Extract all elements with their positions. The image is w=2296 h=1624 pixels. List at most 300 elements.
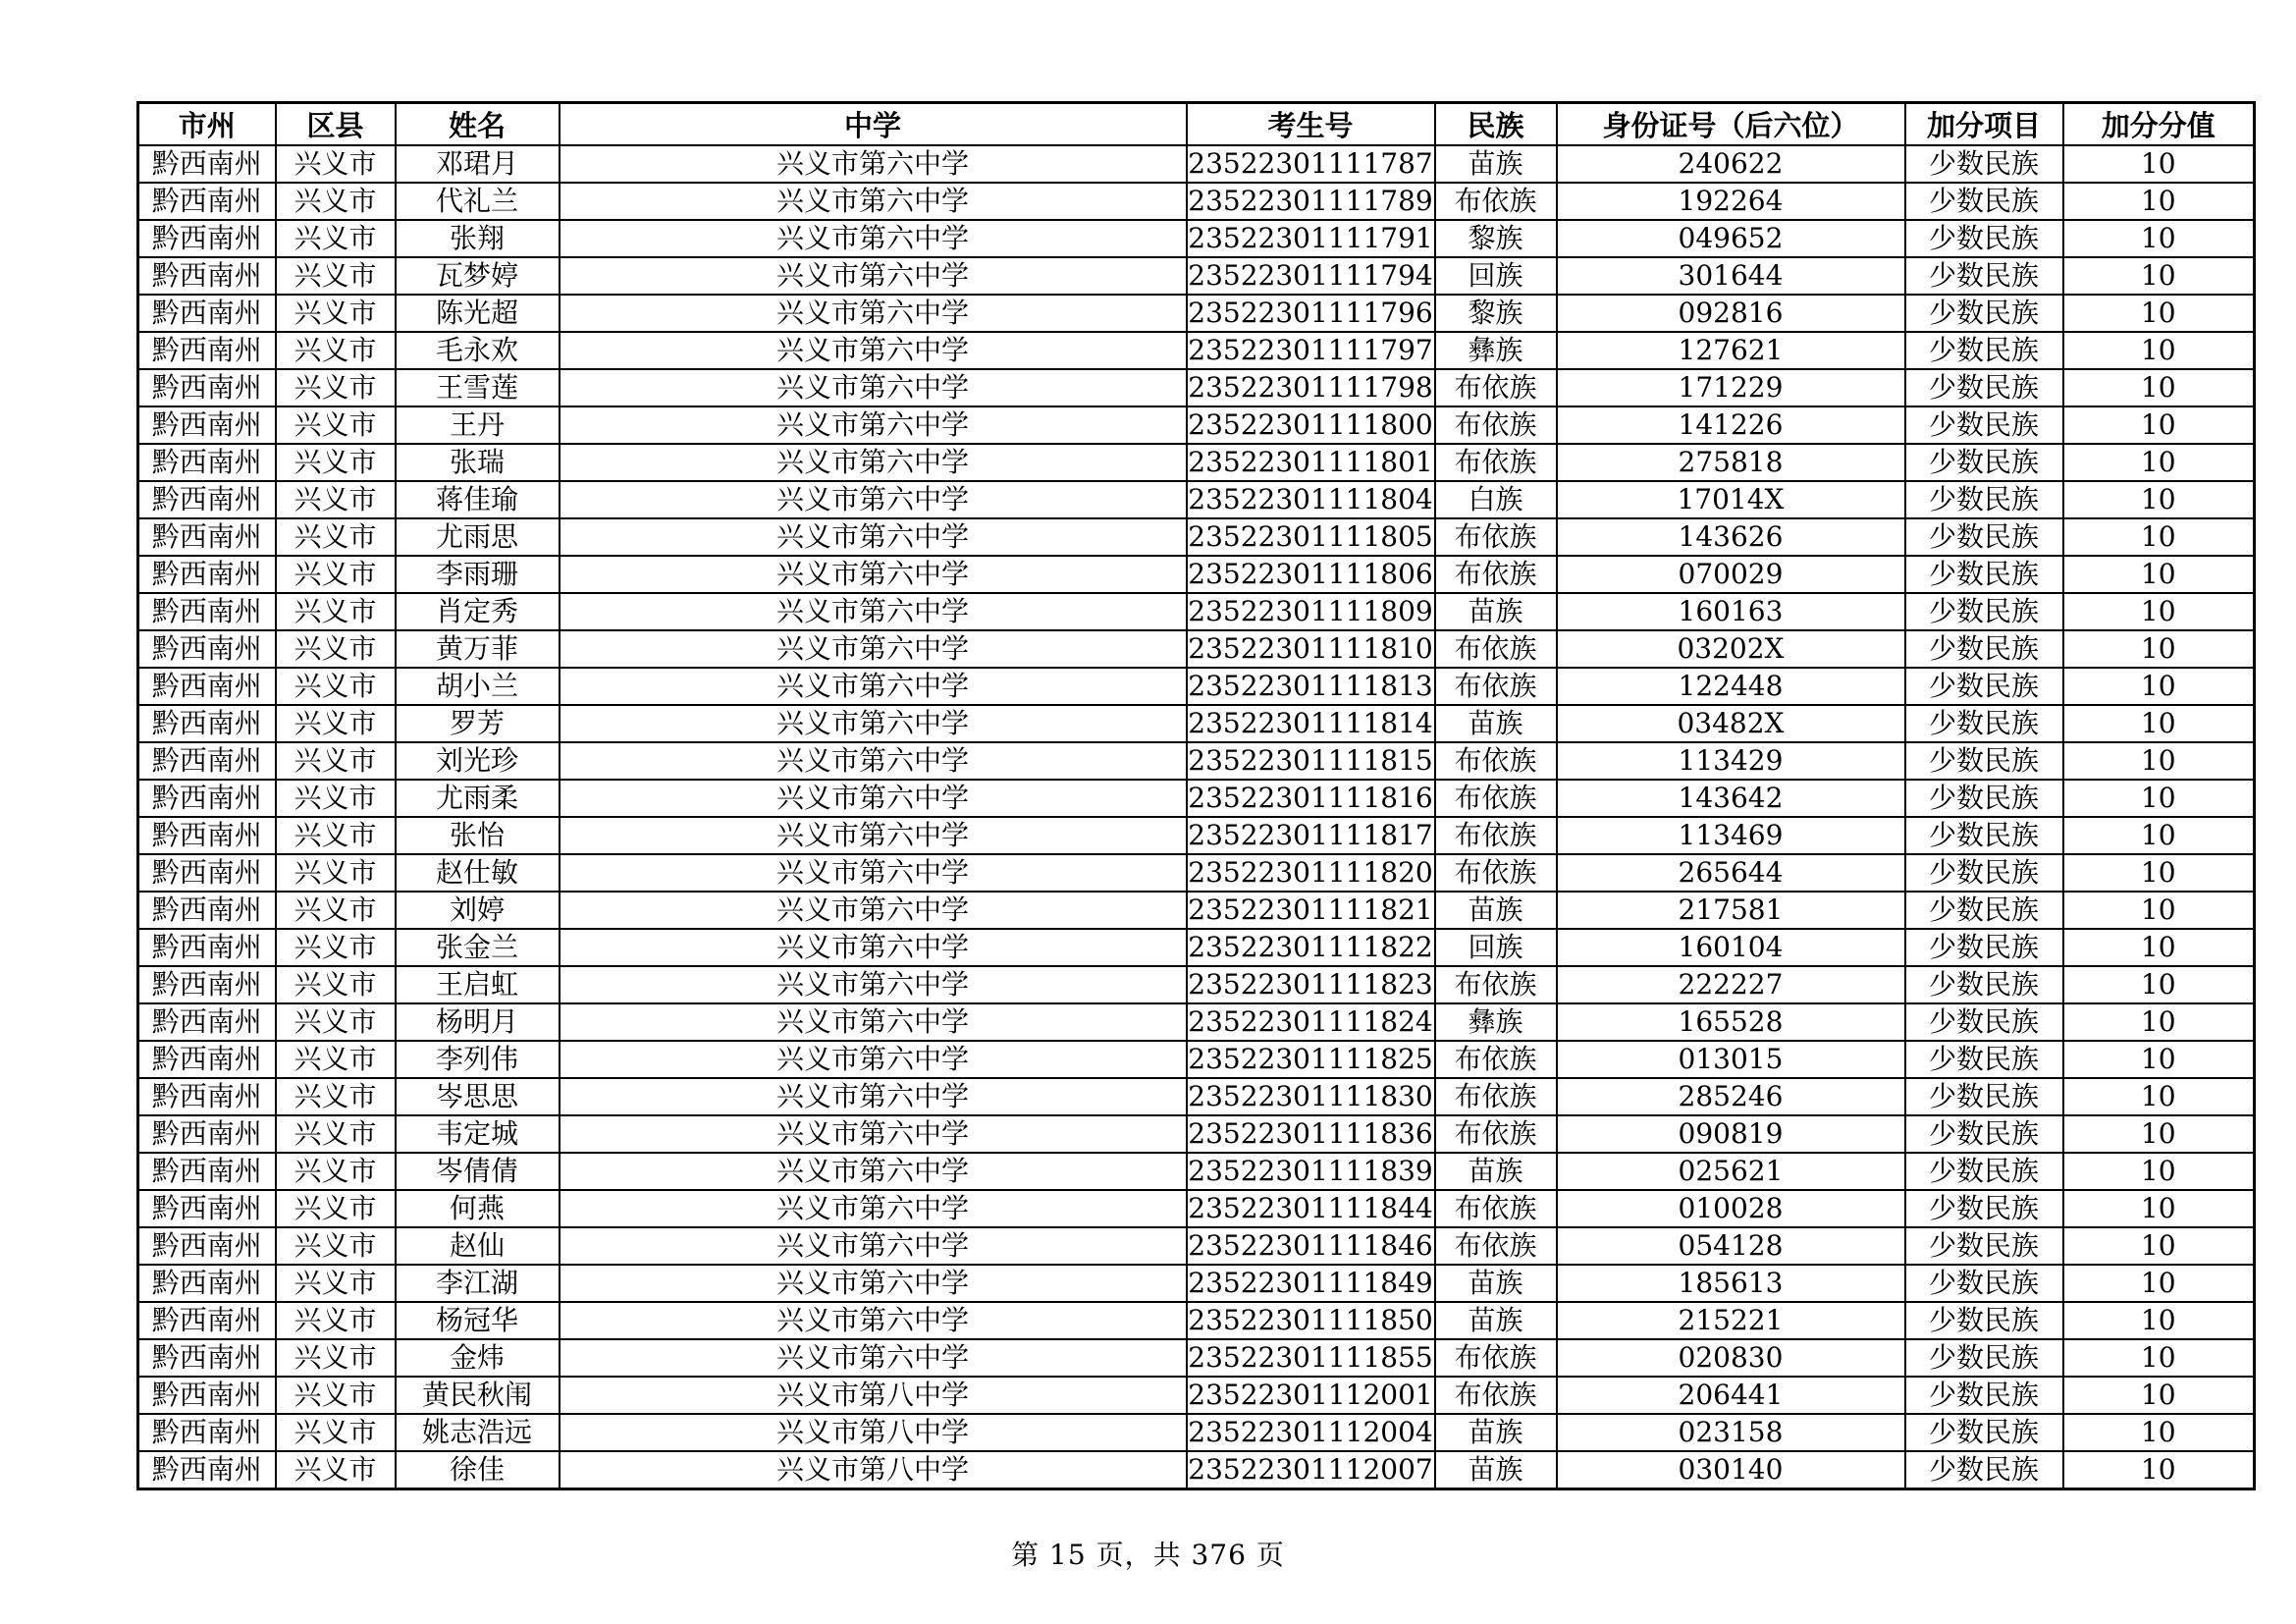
col-header-name: 姓名 bbox=[396, 103, 560, 146]
cell-name: 邓珺月 bbox=[396, 145, 560, 183]
cell-school: 兴义市第八中学 bbox=[560, 1377, 1187, 1414]
cell-district: 兴义市 bbox=[276, 854, 396, 892]
cell-bonus-item: 少数民族 bbox=[1905, 1153, 2063, 1190]
cell-exam-number: 23522301111836 bbox=[1187, 1115, 1435, 1153]
cell-id-last-six: 03482X bbox=[1557, 705, 1905, 742]
cell-name: 金炜 bbox=[396, 1339, 560, 1377]
cell-district: 兴义市 bbox=[276, 705, 396, 742]
table-row bbox=[138, 742, 2255, 780]
cell-bonus-item: 少数民族 bbox=[1905, 668, 2063, 705]
cell-ethnicity: 布依族 bbox=[1435, 966, 1557, 1003]
col-header-district: 区县 bbox=[276, 103, 396, 146]
cell-bonus-value: 10 bbox=[2063, 1265, 2255, 1302]
cell-bonus-value: 10 bbox=[2063, 1451, 2255, 1489]
cell-id-last-six: 285246 bbox=[1557, 1078, 1905, 1115]
table-row bbox=[138, 854, 2255, 892]
cell-id-last-six: 143642 bbox=[1557, 780, 1905, 817]
col-header-exam-number: 考生号 bbox=[1187, 103, 1435, 146]
col-header-bonus-value: 加分分值 bbox=[2063, 103, 2255, 146]
cell-district: 兴义市 bbox=[276, 817, 396, 854]
cell-name: 张翔 bbox=[396, 220, 560, 257]
cell-bonus-value: 10 bbox=[2063, 406, 2255, 444]
cell-bonus-item: 少数民族 bbox=[1905, 220, 2063, 257]
cell-district: 兴义市 bbox=[276, 1265, 396, 1302]
cell-district: 兴义市 bbox=[276, 183, 396, 220]
cell-bonus-item: 少数民族 bbox=[1905, 295, 2063, 332]
cell-bonus-item: 少数民族 bbox=[1905, 892, 2063, 929]
cell-bonus-value: 10 bbox=[2063, 257, 2255, 295]
cell-ethnicity: 彝族 bbox=[1435, 332, 1557, 369]
cell-id-last-six: 092816 bbox=[1557, 295, 1905, 332]
cell-bonus-value: 10 bbox=[2063, 369, 2255, 406]
cell-school: 兴义市第六中学 bbox=[560, 1041, 1187, 1078]
cell-bonus-item: 少数民族 bbox=[1905, 1115, 2063, 1153]
cell-exam-number: 23522301111850 bbox=[1187, 1302, 1435, 1339]
cell-name: 李列伟 bbox=[396, 1041, 560, 1078]
cell-bonus-item: 少数民族 bbox=[1905, 145, 2063, 183]
cell-id-last-six: 185613 bbox=[1557, 1265, 1905, 1302]
cell-school: 兴义市第六中学 bbox=[560, 1190, 1187, 1227]
cell-exam-number: 23522301111821 bbox=[1187, 892, 1435, 929]
cell-id-last-six: 025621 bbox=[1557, 1153, 1905, 1190]
cell-exam-number: 23522301112001 bbox=[1187, 1377, 1435, 1414]
table-row bbox=[138, 1339, 2255, 1377]
cell-exam-number: 23522301111822 bbox=[1187, 929, 1435, 966]
cell-district: 兴义市 bbox=[276, 630, 396, 668]
cell-exam-number: 23522301111844 bbox=[1187, 1190, 1435, 1227]
cell-ethnicity: 苗族 bbox=[1435, 1451, 1557, 1489]
cell-district: 兴义市 bbox=[276, 1115, 396, 1153]
cell-district: 兴义市 bbox=[276, 1003, 396, 1041]
table-row bbox=[138, 668, 2255, 705]
cell-name: 赵仕敏 bbox=[396, 854, 560, 892]
cell-city: 黔西南州 bbox=[138, 1190, 276, 1227]
table-row bbox=[138, 1041, 2255, 1078]
table-row bbox=[138, 145, 2255, 183]
cell-city: 黔西南州 bbox=[138, 1414, 276, 1451]
cell-city: 黔西南州 bbox=[138, 1227, 276, 1265]
cell-ethnicity: 苗族 bbox=[1435, 892, 1557, 929]
cell-bonus-item: 少数民族 bbox=[1905, 1302, 2063, 1339]
cell-ethnicity: 苗族 bbox=[1435, 1153, 1557, 1190]
cell-ethnicity: 苗族 bbox=[1435, 1414, 1557, 1451]
cell-school: 兴义市第六中学 bbox=[560, 854, 1187, 892]
cell-city: 黔西南州 bbox=[138, 780, 276, 817]
cell-bonus-value: 10 bbox=[2063, 966, 2255, 1003]
cell-ethnicity: 布依族 bbox=[1435, 183, 1557, 220]
cell-name: 王雪莲 bbox=[396, 369, 560, 406]
cell-bonus-item: 少数民族 bbox=[1905, 1078, 2063, 1115]
table-row bbox=[138, 1377, 2255, 1414]
cell-id-last-six: 160163 bbox=[1557, 593, 1905, 630]
cell-bonus-value: 10 bbox=[2063, 630, 2255, 668]
cell-bonus-value: 10 bbox=[2063, 183, 2255, 220]
cell-exam-number: 23522301111816 bbox=[1187, 780, 1435, 817]
cell-city: 黔西南州 bbox=[138, 668, 276, 705]
cell-bonus-item: 少数民族 bbox=[1905, 1190, 2063, 1227]
cell-name: 肖定秀 bbox=[396, 593, 560, 630]
cell-school: 兴义市第六中学 bbox=[560, 1265, 1187, 1302]
cell-exam-number: 23522301111820 bbox=[1187, 854, 1435, 892]
cell-bonus-value: 10 bbox=[2063, 481, 2255, 518]
cell-ethnicity: 布依族 bbox=[1435, 1377, 1557, 1414]
cell-exam-number: 23522301111806 bbox=[1187, 556, 1435, 593]
cell-bonus-item: 少数民族 bbox=[1905, 630, 2063, 668]
cell-bonus-value: 10 bbox=[2063, 817, 2255, 854]
cell-exam-number: 23522301111794 bbox=[1187, 257, 1435, 295]
cell-bonus-item: 少数民族 bbox=[1905, 1451, 2063, 1489]
cell-bonus-value: 10 bbox=[2063, 1377, 2255, 1414]
cell-exam-number: 23522301111789 bbox=[1187, 183, 1435, 220]
cell-school: 兴义市第六中学 bbox=[560, 1115, 1187, 1153]
cell-district: 兴义市 bbox=[276, 780, 396, 817]
cell-id-last-six: 03202X bbox=[1557, 630, 1905, 668]
cell-city: 黔西南州 bbox=[138, 1302, 276, 1339]
cell-bonus-item: 少数民族 bbox=[1905, 332, 2063, 369]
cell-ethnicity: 布依族 bbox=[1435, 444, 1557, 481]
cell-city: 黔西南州 bbox=[138, 1115, 276, 1153]
table-row bbox=[138, 705, 2255, 742]
cell-district: 兴义市 bbox=[276, 1339, 396, 1377]
cell-id-last-six: 141226 bbox=[1557, 406, 1905, 444]
cell-district: 兴义市 bbox=[276, 481, 396, 518]
cell-school: 兴义市第六中学 bbox=[560, 1003, 1187, 1041]
table-body bbox=[138, 145, 2255, 1489]
cell-ethnicity: 布依族 bbox=[1435, 742, 1557, 780]
cell-district: 兴义市 bbox=[276, 369, 396, 406]
cell-ethnicity: 布依族 bbox=[1435, 1339, 1557, 1377]
cell-bonus-value: 10 bbox=[2063, 1041, 2255, 1078]
cell-district: 兴义市 bbox=[276, 742, 396, 780]
cell-name: 张金兰 bbox=[396, 929, 560, 966]
cell-school: 兴义市第六中学 bbox=[560, 817, 1187, 854]
cell-city: 黔西南州 bbox=[138, 369, 276, 406]
cell-school: 兴义市第六中学 bbox=[560, 780, 1187, 817]
cell-school: 兴义市第六中学 bbox=[560, 593, 1187, 630]
cell-id-last-six: 143626 bbox=[1557, 518, 1905, 556]
cell-city: 黔西南州 bbox=[138, 593, 276, 630]
cell-name: 何燕 bbox=[396, 1190, 560, 1227]
table-row bbox=[138, 929, 2255, 966]
cell-city: 黔西南州 bbox=[138, 1003, 276, 1041]
cell-ethnicity: 布依族 bbox=[1435, 518, 1557, 556]
table-row bbox=[138, 369, 2255, 406]
header-row bbox=[138, 103, 2255, 146]
cell-bonus-item: 少数民族 bbox=[1905, 780, 2063, 817]
cell-name: 王丹 bbox=[396, 406, 560, 444]
cell-id-last-six: 023158 bbox=[1557, 1414, 1905, 1451]
cell-bonus-item: 少数民族 bbox=[1905, 518, 2063, 556]
cell-ethnicity: 布依族 bbox=[1435, 406, 1557, 444]
cell-city: 黔西南州 bbox=[138, 1339, 276, 1377]
cell-bonus-item: 少数民族 bbox=[1905, 1227, 2063, 1265]
cell-school: 兴义市第八中学 bbox=[560, 1414, 1187, 1451]
cell-school: 兴义市第六中学 bbox=[560, 220, 1187, 257]
cell-school: 兴义市第六中学 bbox=[560, 481, 1187, 518]
cell-district: 兴义市 bbox=[276, 593, 396, 630]
cell-school: 兴义市第六中学 bbox=[560, 1339, 1187, 1377]
cell-name: 姚志浩远 bbox=[396, 1414, 560, 1451]
cell-district: 兴义市 bbox=[276, 556, 396, 593]
cell-city: 黔西南州 bbox=[138, 145, 276, 183]
table-row bbox=[138, 1227, 2255, 1265]
cell-ethnicity: 苗族 bbox=[1435, 1265, 1557, 1302]
cell-bonus-value: 10 bbox=[2063, 1190, 2255, 1227]
table-row bbox=[138, 1078, 2255, 1115]
table-row bbox=[138, 892, 2255, 929]
cell-name: 尤雨柔 bbox=[396, 780, 560, 817]
cell-school: 兴义市第六中学 bbox=[560, 332, 1187, 369]
cell-city: 黔西南州 bbox=[138, 481, 276, 518]
cell-bonus-item: 少数民族 bbox=[1905, 929, 2063, 966]
cell-ethnicity: 布依族 bbox=[1435, 1115, 1557, 1153]
cell-city: 黔西南州 bbox=[138, 1377, 276, 1414]
cell-school: 兴义市第六中学 bbox=[560, 183, 1187, 220]
cell-ethnicity: 布依族 bbox=[1435, 369, 1557, 406]
table-row bbox=[138, 817, 2255, 854]
cell-name: 韦定城 bbox=[396, 1115, 560, 1153]
cell-district: 兴义市 bbox=[276, 444, 396, 481]
cell-name: 李江湖 bbox=[396, 1265, 560, 1302]
cell-ethnicity: 回族 bbox=[1435, 929, 1557, 966]
cell-id-last-six: 275818 bbox=[1557, 444, 1905, 481]
cell-district: 兴义市 bbox=[276, 1302, 396, 1339]
cell-district: 兴义市 bbox=[276, 145, 396, 183]
cell-id-last-six: 222227 bbox=[1557, 966, 1905, 1003]
cell-id-last-six: 070029 bbox=[1557, 556, 1905, 593]
cell-school: 兴义市第六中学 bbox=[560, 556, 1187, 593]
cell-id-last-six: 192264 bbox=[1557, 183, 1905, 220]
cell-ethnicity: 苗族 bbox=[1435, 1302, 1557, 1339]
cell-ethnicity: 黎族 bbox=[1435, 220, 1557, 257]
table-row bbox=[138, 518, 2255, 556]
cell-district: 兴义市 bbox=[276, 668, 396, 705]
cell-city: 黔西南州 bbox=[138, 966, 276, 1003]
cell-id-last-six: 122448 bbox=[1557, 668, 1905, 705]
cell-exam-number: 23522301111804 bbox=[1187, 481, 1435, 518]
cell-bonus-item: 少数民族 bbox=[1905, 257, 2063, 295]
cell-exam-number: 23522301111798 bbox=[1187, 369, 1435, 406]
cell-name: 罗芳 bbox=[396, 705, 560, 742]
cell-name: 代礼兰 bbox=[396, 183, 560, 220]
cell-bonus-value: 10 bbox=[2063, 929, 2255, 966]
cell-bonus-item: 少数民族 bbox=[1905, 593, 2063, 630]
cell-district: 兴义市 bbox=[276, 1377, 396, 1414]
cell-exam-number: 23522301111796 bbox=[1187, 295, 1435, 332]
cell-city: 黔西南州 bbox=[138, 630, 276, 668]
table-row bbox=[138, 295, 2255, 332]
cell-bonus-value: 10 bbox=[2063, 1414, 2255, 1451]
cell-district: 兴义市 bbox=[276, 1041, 396, 1078]
cell-bonus-value: 10 bbox=[2063, 556, 2255, 593]
cell-bonus-value: 10 bbox=[2063, 1339, 2255, 1377]
cell-district: 兴义市 bbox=[276, 220, 396, 257]
cell-id-last-six: 165528 bbox=[1557, 1003, 1905, 1041]
cell-city: 黔西南州 bbox=[138, 406, 276, 444]
cell-name: 刘光珍 bbox=[396, 742, 560, 780]
cell-id-last-six: 049652 bbox=[1557, 220, 1905, 257]
table-row bbox=[138, 1451, 2255, 1489]
table-row bbox=[138, 1115, 2255, 1153]
cell-exam-number: 23522301111805 bbox=[1187, 518, 1435, 556]
cell-id-last-six: 17014X bbox=[1557, 481, 1905, 518]
table-row bbox=[138, 1302, 2255, 1339]
cell-name: 蒋佳瑜 bbox=[396, 481, 560, 518]
cell-exam-number: 23522301111801 bbox=[1187, 444, 1435, 481]
cell-district: 兴义市 bbox=[276, 518, 396, 556]
cell-bonus-item: 少数民族 bbox=[1905, 369, 2063, 406]
cell-name: 岑倩倩 bbox=[396, 1153, 560, 1190]
cell-city: 黔西南州 bbox=[138, 332, 276, 369]
cell-city: 黔西南州 bbox=[138, 183, 276, 220]
cell-bonus-value: 10 bbox=[2063, 332, 2255, 369]
cell-bonus-value: 10 bbox=[2063, 1078, 2255, 1115]
page-footer: 第 15 页，共 376 页 bbox=[1011, 1539, 1285, 1571]
cell-ethnicity: 布依族 bbox=[1435, 817, 1557, 854]
cell-school: 兴义市第六中学 bbox=[560, 630, 1187, 668]
cell-school: 兴义市第六中学 bbox=[560, 668, 1187, 705]
cell-bonus-item: 少数民族 bbox=[1905, 1003, 2063, 1041]
col-header-ethnicity: 民族 bbox=[1435, 103, 1557, 146]
cell-ethnicity: 布依族 bbox=[1435, 1190, 1557, 1227]
cell-city: 黔西南州 bbox=[138, 817, 276, 854]
cell-district: 兴义市 bbox=[276, 295, 396, 332]
cell-ethnicity: 苗族 bbox=[1435, 145, 1557, 183]
cell-school: 兴义市第六中学 bbox=[560, 1302, 1187, 1339]
cell-name: 赵仙 bbox=[396, 1227, 560, 1265]
cell-ethnicity: 布依族 bbox=[1435, 780, 1557, 817]
cell-bonus-item: 少数民族 bbox=[1905, 1414, 2063, 1451]
cell-exam-number: 23522301111825 bbox=[1187, 1041, 1435, 1078]
cell-bonus-item: 少数民族 bbox=[1905, 966, 2063, 1003]
cell-bonus-value: 10 bbox=[2063, 854, 2255, 892]
cell-ethnicity: 布依族 bbox=[1435, 1078, 1557, 1115]
cell-exam-number: 23522301111787 bbox=[1187, 145, 1435, 183]
cell-city: 黔西南州 bbox=[138, 1041, 276, 1078]
cell-school: 兴义市第六中学 bbox=[560, 295, 1187, 332]
cell-school: 兴义市第八中学 bbox=[560, 1451, 1187, 1489]
table-row bbox=[138, 1265, 2255, 1302]
cell-bonus-item: 少数民族 bbox=[1905, 705, 2063, 742]
cell-id-last-six: 054128 bbox=[1557, 1227, 1905, 1265]
col-header-id-last-six: 身份证号（后六位） bbox=[1557, 103, 1905, 146]
cell-exam-number: 23522301111800 bbox=[1187, 406, 1435, 444]
cell-bonus-item: 少数民族 bbox=[1905, 1377, 2063, 1414]
cell-bonus-value: 10 bbox=[2063, 1302, 2255, 1339]
table-row bbox=[138, 257, 2255, 295]
cell-bonus-item: 少数民族 bbox=[1905, 556, 2063, 593]
cell-ethnicity: 布依族 bbox=[1435, 854, 1557, 892]
cell-id-last-six: 217581 bbox=[1557, 892, 1905, 929]
cell-city: 黔西南州 bbox=[138, 705, 276, 742]
cell-name: 黄万菲 bbox=[396, 630, 560, 668]
cell-ethnicity: 黎族 bbox=[1435, 295, 1557, 332]
cell-city: 黔西南州 bbox=[138, 892, 276, 929]
cell-school: 兴义市第六中学 bbox=[560, 1153, 1187, 1190]
cell-bonus-value: 10 bbox=[2063, 145, 2255, 183]
cell-ethnicity: 彝族 bbox=[1435, 1003, 1557, 1041]
cell-district: 兴义市 bbox=[276, 1078, 396, 1115]
cell-exam-number: 23522301112004 bbox=[1187, 1414, 1435, 1451]
table-row bbox=[138, 481, 2255, 518]
cell-bonus-item: 少数民族 bbox=[1905, 817, 2063, 854]
cell-id-last-six: 030140 bbox=[1557, 1451, 1905, 1489]
cell-exam-number: 23522301111814 bbox=[1187, 705, 1435, 742]
cell-school: 兴义市第六中学 bbox=[560, 518, 1187, 556]
table-row bbox=[138, 1414, 2255, 1451]
cell-bonus-value: 10 bbox=[2063, 444, 2255, 481]
cell-bonus-value: 10 bbox=[2063, 668, 2255, 705]
cell-district: 兴义市 bbox=[276, 1153, 396, 1190]
cell-bonus-value: 10 bbox=[2063, 1115, 2255, 1153]
cell-city: 黔西南州 bbox=[138, 1153, 276, 1190]
cell-city: 黔西南州 bbox=[138, 854, 276, 892]
cell-id-last-six: 020830 bbox=[1557, 1339, 1905, 1377]
bonus-points-table bbox=[136, 101, 2256, 1490]
cell-name: 刘婷 bbox=[396, 892, 560, 929]
col-header-school: 中学 bbox=[560, 103, 1187, 146]
cell-district: 兴义市 bbox=[276, 1451, 396, 1489]
cell-school: 兴义市第六中学 bbox=[560, 257, 1187, 295]
cell-city: 黔西南州 bbox=[138, 742, 276, 780]
cell-school: 兴义市第六中学 bbox=[560, 145, 1187, 183]
cell-city: 黔西南州 bbox=[138, 1265, 276, 1302]
cell-ethnicity: 布依族 bbox=[1435, 1041, 1557, 1078]
cell-name: 张瑞 bbox=[396, 444, 560, 481]
cell-name: 杨冠华 bbox=[396, 1302, 560, 1339]
cell-bonus-value: 10 bbox=[2063, 220, 2255, 257]
cell-bonus-value: 10 bbox=[2063, 892, 2255, 929]
cell-exam-number: 23522301111817 bbox=[1187, 817, 1435, 854]
cell-city: 黔西南州 bbox=[138, 444, 276, 481]
cell-ethnicity: 苗族 bbox=[1435, 705, 1557, 742]
cell-city: 黔西南州 bbox=[138, 1078, 276, 1115]
cell-id-last-six: 090819 bbox=[1557, 1115, 1905, 1153]
cell-district: 兴义市 bbox=[276, 332, 396, 369]
cell-bonus-value: 10 bbox=[2063, 295, 2255, 332]
table-row bbox=[138, 630, 2255, 668]
cell-exam-number: 23522301111824 bbox=[1187, 1003, 1435, 1041]
cell-id-last-six: 265644 bbox=[1557, 854, 1905, 892]
cell-name: 徐佳 bbox=[396, 1451, 560, 1489]
cell-ethnicity: 苗族 bbox=[1435, 593, 1557, 630]
cell-id-last-six: 127621 bbox=[1557, 332, 1905, 369]
cell-bonus-item: 少数民族 bbox=[1905, 854, 2063, 892]
cell-district: 兴义市 bbox=[276, 1414, 396, 1451]
cell-bonus-value: 10 bbox=[2063, 1227, 2255, 1265]
table-row bbox=[138, 1190, 2255, 1227]
cell-ethnicity: 布依族 bbox=[1435, 668, 1557, 705]
cell-bonus-value: 10 bbox=[2063, 780, 2255, 817]
cell-exam-number: 23522301111849 bbox=[1187, 1265, 1435, 1302]
cell-school: 兴义市第六中学 bbox=[560, 892, 1187, 929]
cell-exam-number: 23522301111791 bbox=[1187, 220, 1435, 257]
cell-district: 兴义市 bbox=[276, 406, 396, 444]
cell-name: 李雨珊 bbox=[396, 556, 560, 593]
table-row bbox=[138, 780, 2255, 817]
cell-name: 瓦梦婷 bbox=[396, 257, 560, 295]
table-row bbox=[138, 593, 2255, 630]
cell-exam-number: 23522301112007 bbox=[1187, 1451, 1435, 1489]
table-row bbox=[138, 1153, 2255, 1190]
cell-city: 黔西南州 bbox=[138, 1451, 276, 1489]
cell-school: 兴义市第六中学 bbox=[560, 1078, 1187, 1115]
cell-name: 杨明月 bbox=[396, 1003, 560, 1041]
cell-city: 黔西南州 bbox=[138, 929, 276, 966]
cell-exam-number: 23522301111830 bbox=[1187, 1078, 1435, 1115]
cell-ethnicity: 布依族 bbox=[1435, 1227, 1557, 1265]
cell-name: 黄民秋闱 bbox=[396, 1377, 560, 1414]
